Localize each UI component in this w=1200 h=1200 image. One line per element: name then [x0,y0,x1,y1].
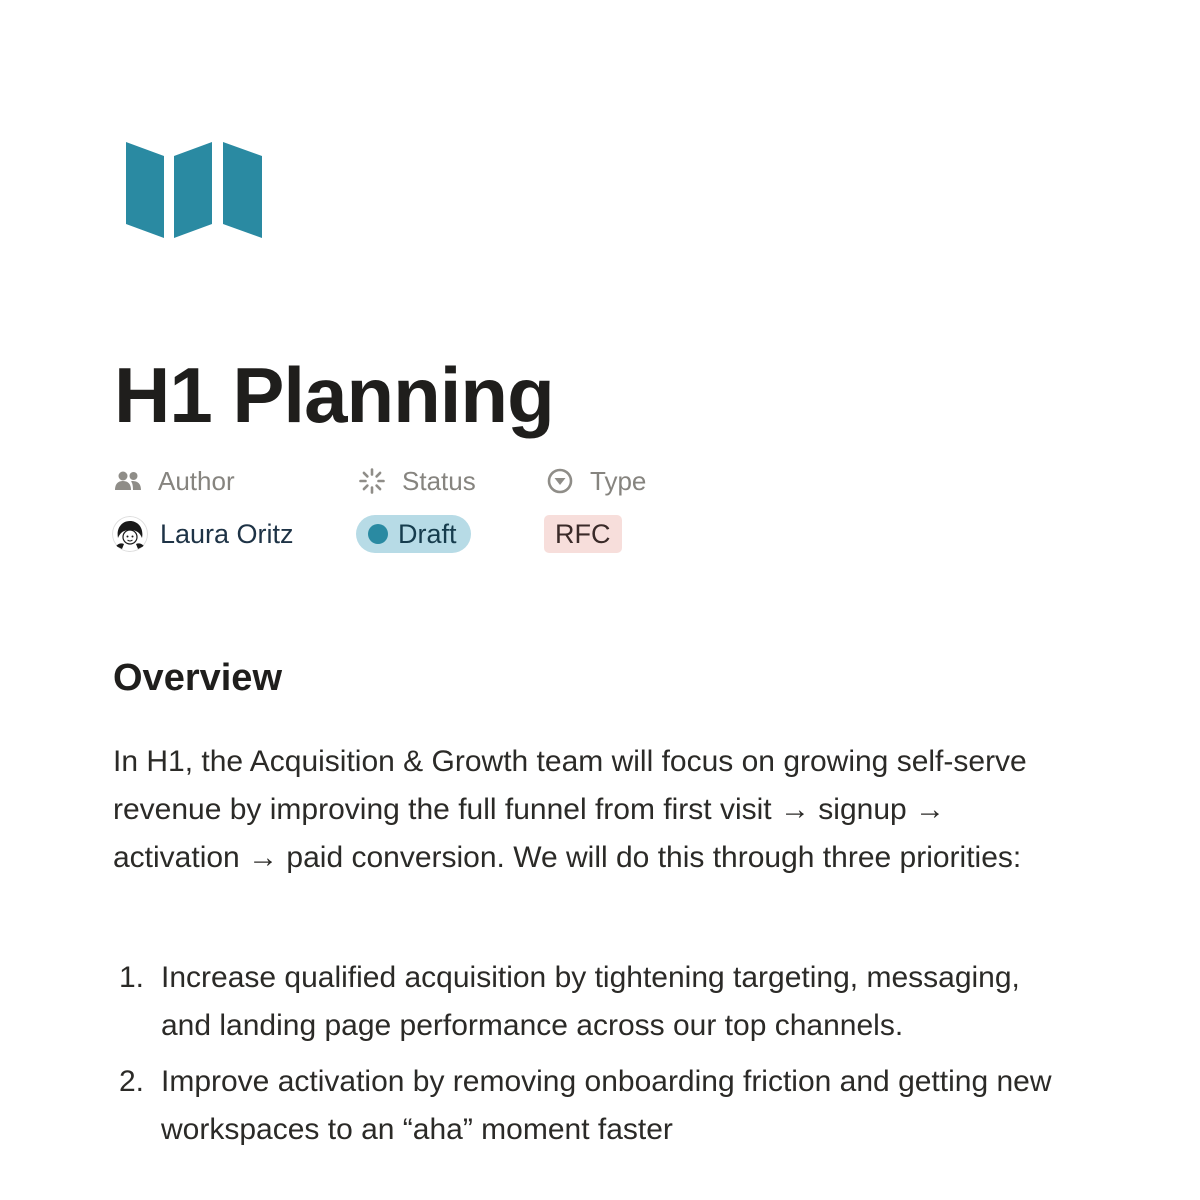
status-spinner-icon [358,467,386,495]
status-label: Status [402,465,476,496]
list-item-text: Improve activation by removing onboarding friction and getting new workspaces to an “aha” moment faster [161,1065,1052,1146]
author-value[interactable] [112,514,294,554]
status-badge[interactable] [356,515,471,553]
status-text: Draft [398,518,457,549]
list-number: 2. [119,1065,145,1098]
type-tag[interactable] [544,515,622,553]
list-item [113,954,1073,1050]
people-icon [114,470,142,492]
page-title: H1 Planning [114,351,554,439]
type-text: RFC [555,518,611,549]
property-label-type[interactable] [546,464,646,498]
status-dot-icon [368,524,388,544]
type-label: Type [590,465,647,496]
author-name: Laura Oritz [160,518,294,549]
type-value[interactable] [544,514,622,554]
list-item-text: Increase qualified acquisition by tightening targeting, messaging, and landing page performance across our top channels. [161,961,1020,1042]
property-label-status[interactable] [358,464,476,498]
overview-paragraph: In H1, the Acquisition & Growth team will focus on growing self-serve revenue by improving the full funnel from first visit → signup → activation → paid conversion. We will do this through three priorities: [113,745,1027,874]
avatar [112,516,148,552]
property-label-author[interactable] [114,464,235,498]
overview-heading: Overview [113,657,282,699]
list-item [113,1058,1073,1154]
status-value[interactable] [356,514,471,554]
select-circle-icon [546,467,574,495]
author-label: Author [158,465,235,496]
priorities-list [113,954,1073,1162]
list-number: 1. [119,961,145,994]
map-icon [124,140,264,240]
